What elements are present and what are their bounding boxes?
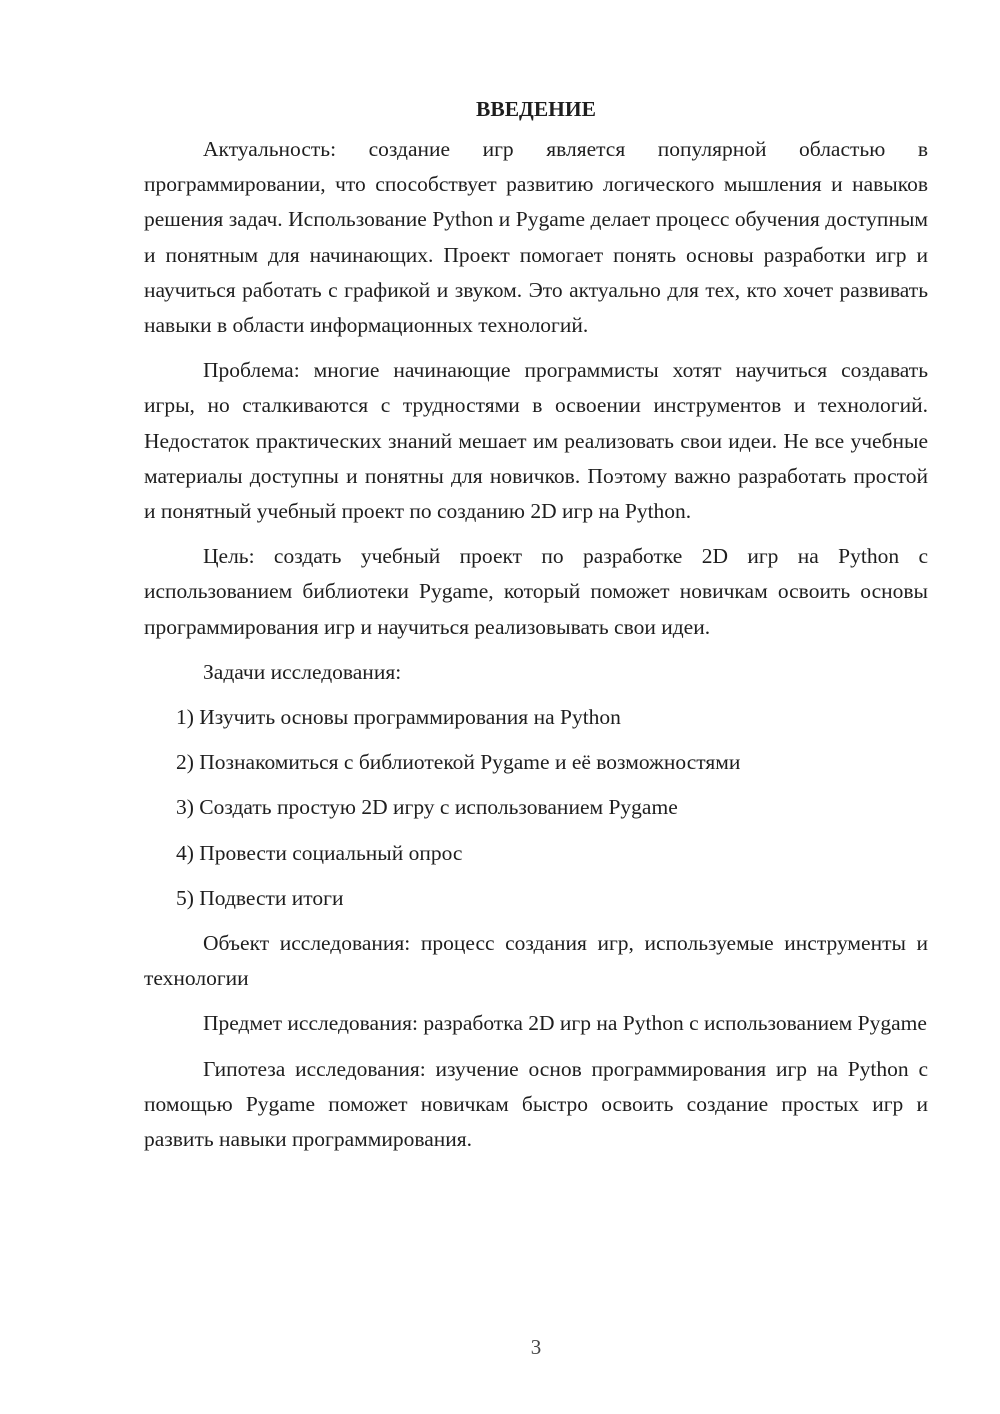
page-title: ВВЕДЕНИЕ xyxy=(476,97,596,121)
goal-paragraph: Цель: создать учебный проект по разработке 2D игр на Python с использованием библиотеки Pygame, который поможет новичкам освоить основы программирования игр и научиться реализовывать свои идеи. xyxy=(144,544,928,639)
list-item: 4) Провести социальный опрос xyxy=(176,840,463,865)
document-page xyxy=(144,92,928,1167)
list-item: 5) Подвести итоги xyxy=(176,885,344,910)
page-number: 3 xyxy=(530,1335,542,1359)
relevance-paragraph: Актуальность: создание игр является популярной областью в программировании, что способствует развитию логического мышления и навыков решения задач. Использование Python и Pygame делает процесс обучения доступным и понятным для начинающих. Проект помогает понять основы разработки игр и научиться работать с графикой и звуком. Это актуально для тех, кто хочет развивать навыки в области информационных технологий. xyxy=(144,137,928,338)
problem-paragraph: Проблема: многие начинающие программисты хотят научиться создавать игры, но сталкиваются с трудностями в освоении инструментов и технологий. Недостаток практических знаний мешает им реализовать свои идеи. Не все учебные материалы доступны и понятны для новичков. Поэтому важно разработать простой и понятный учебный проект по созданию 2D игр на Python. xyxy=(144,358,928,524)
object-paragraph: Объект исследования: процесс создания игр, используемые инструменты и технологии xyxy=(144,931,928,991)
list-item: 2) Познакомиться с библиотекой Pygame и её возможностями xyxy=(176,750,741,775)
subject-paragraph: Предмет исследования: разработка 2D игр на Python с использованием Pygame xyxy=(203,1011,927,1036)
hypothesis-paragraph: Гипотеза исследования: изучение основ программирования игр на Python с помощью Pygame поможет новичкам быстро освоить создание простых игр и развить навыки программирования. xyxy=(144,1056,928,1152)
tasks-heading: Задачи исследования: xyxy=(203,659,402,684)
list-item: 1) Изучить основы программирования на Python xyxy=(176,705,621,730)
list-item: 3) Создать простую 2D игру с использованием Pygame xyxy=(176,795,678,820)
